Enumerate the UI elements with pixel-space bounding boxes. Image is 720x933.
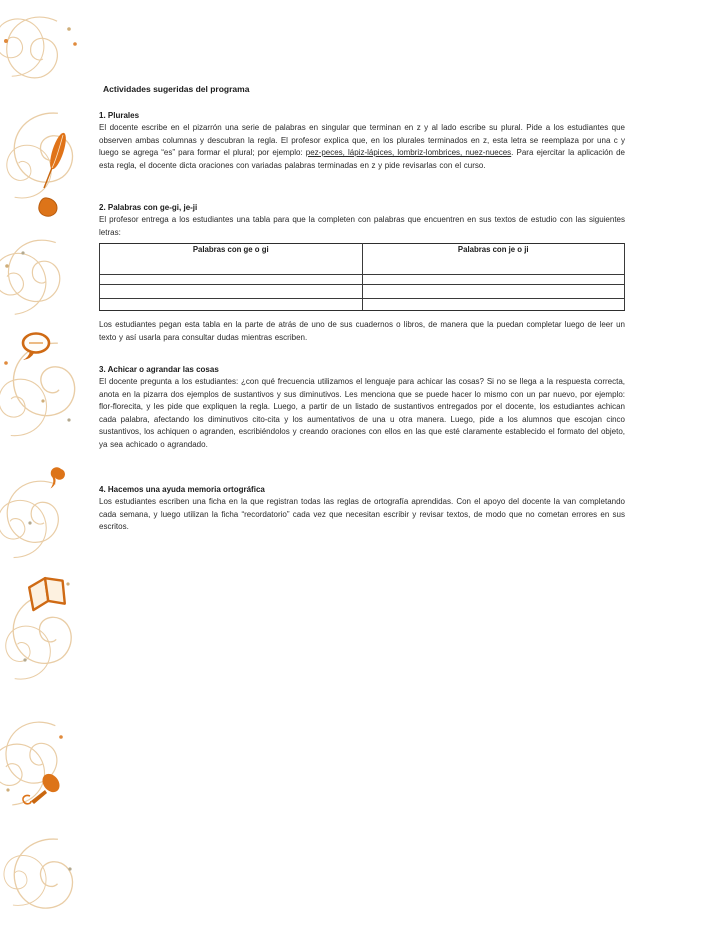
paragraph-text: . Para ejercitar la aplicación de esta regla, el docente dicta oraciones con variadas palabras terminadas en z y pide revisarlas con el curso. (99, 148, 625, 170)
open-book-icon (28, 576, 66, 610)
table-empty-row (100, 299, 625, 311)
microphone-icon (23, 771, 63, 804)
table-empty-cell (362, 285, 625, 299)
speech-bubble-icon (23, 334, 49, 361)
section-ge-gi-je-ji (99, 202, 625, 344)
section-plurales (99, 110, 625, 172)
table-empty-cell (100, 285, 363, 299)
table-empty-row (100, 275, 625, 285)
worksheet-content (99, 84, 625, 534)
section-paragraph (99, 122, 625, 172)
section-paragraph: El docente pregunta a los estudiantes: ¿con qué frecuencia utilizamos el lenguaje para achicar las cosas? Si no se llega a la respuesta correcta, anota en la pizarra dos ejemplos de sustantivos y sus diminutivos. Les menciona que se puede hacer lo mismo con un par nuevo, por ejemplo: flor-florecita, y les pide que expliquen la regla. Luego, a partir de un listado de sustantivos entregados por el docente, los estudiantes achican cada palabra, afectando los diminutivos cito-cita y los aumentativos de una u otra manera. Luego, pide a los alumnos que escojan cinco sustantivos, los achiquen o agranden, escribiéndolos y creando oraciones con ellos en las que esté claramente establecido el formato del objeto, ya sea achicado o agrandado. (99, 377, 625, 449)
comma-icon (51, 467, 65, 488)
table-empty-row (100, 285, 625, 299)
section-heading: 1. Plurales (99, 111, 140, 120)
ink-drop-icon (39, 198, 57, 216)
table-header-row (100, 244, 625, 275)
page-title: Actividades sugeridas del programa (103, 84, 250, 94)
decorative-swirl-border (0, 0, 96, 933)
table-empty-cell (362, 275, 625, 285)
section-achicar-agrandar (99, 364, 625, 451)
section-ayuda-memoria (99, 484, 625, 534)
table-empty-cell (100, 299, 363, 311)
section-paragraph: Los estudiantes pegan esta tabla en la parte de atrás de uno de sus cuadernos o libros, de manera que la puedan completar luego de leer un texto y así usarla para consultar dudas mientras escriben. (99, 320, 625, 342)
section-paragraph: Los estudiantes escriben una ficha en la que registran todas las reglas de ortografía aprendidas. Con el apoyo del docente la van completando cada semana, y luego utilizan la ficha “recordatorio” cada vez que necesitan escribir y revisar textos, de modo que no cometan errores en sus escritos. (99, 497, 625, 531)
table-header-ge-gi: Palabras con ge o gi (100, 244, 363, 275)
paragraph-text: El docente escribe en el pizarrón una serie de palabras en singular que terminan en z y al lado escribe su plural. Pide a los estudiantes que observen ambas columnas y descubran la regla. El profesor explica que, en los plurales terminados en z, esta letra se reemplaza por una c y luego se agrega “es” para formar el plural; por ejemplo: (99, 123, 625, 157)
swirl-pattern (0, 11, 79, 912)
table-empty-cell (362, 299, 625, 311)
section-heading: 3. Achicar o agrandar las cosas (99, 365, 219, 374)
underlined-examples: pez-peces, lápiz-lápices, lombriz-lombrices, nuez-nueces (305, 148, 512, 157)
table-empty-cell (100, 275, 363, 285)
table-header-je-ji: Palabras con je o ji (362, 244, 625, 275)
section-heading: 4. Hacemos una ayuda memoria ortográfica (99, 485, 265, 494)
section-heading: 2. Palabras con ge-gi, je-ji (99, 203, 198, 212)
word-fill-table (99, 243, 625, 311)
section-paragraph: El profesor entrega a los estudiantes una tabla para que la completen con palabras que encuentren en sus textos de estudio con las siguientes letras: (99, 215, 625, 237)
